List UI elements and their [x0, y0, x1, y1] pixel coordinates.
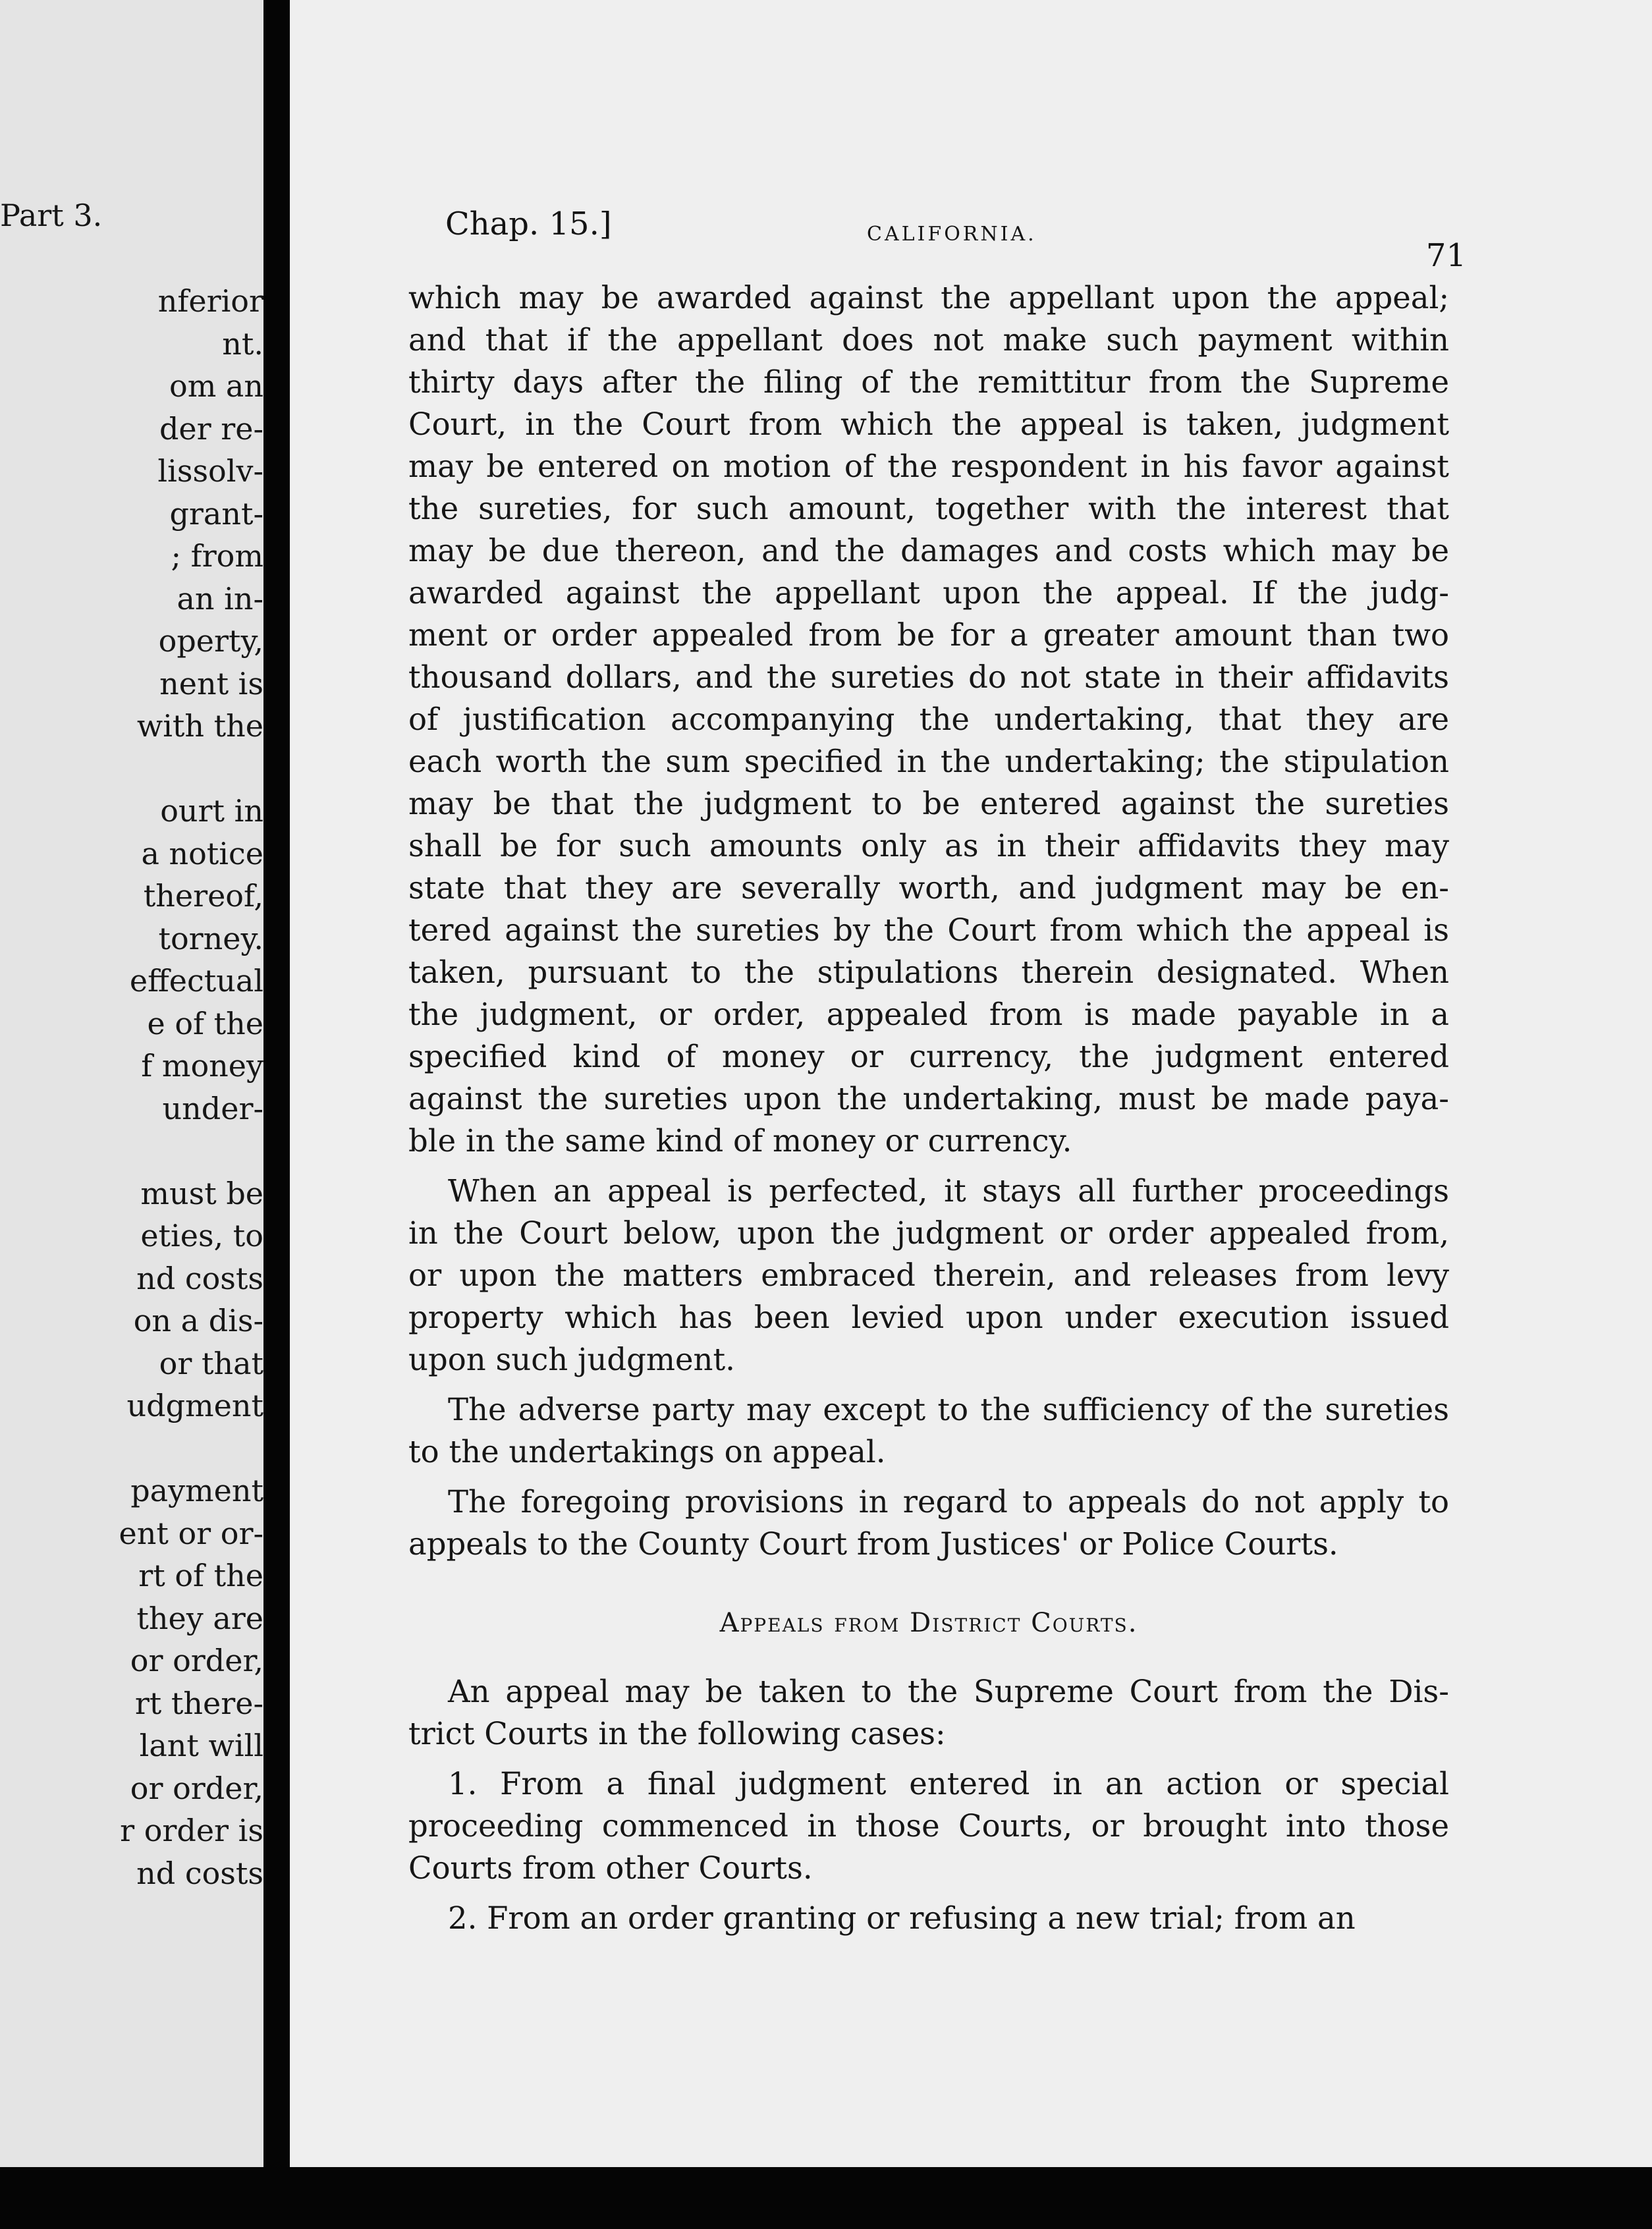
text-line: The adverse party may except to the sufficiency of the sureties: [448, 1392, 1449, 1427]
section-heading: Appeals from District Courts.: [719, 1608, 1138, 1638]
left-page-line: ent or or-: [119, 1515, 263, 1551]
left-page-line: they are: [136, 1600, 263, 1636]
left-page-line: udgment: [126, 1388, 263, 1423]
text-line: taken, pursuant to the stipulations therein designated. When: [408, 954, 1449, 990]
page-number: 71: [1425, 237, 1466, 274]
left-page-line: nferior: [157, 283, 263, 319]
text-line: or upon the matters embraced therein, and releases from levy: [408, 1257, 1449, 1293]
text-line: property which has been levied upon under execution issued: [408, 1300, 1449, 1335]
text-line: each worth the sum specified in the undertaking; the stipulation: [408, 744, 1449, 779]
left-page-line: must be: [140, 1175, 263, 1211]
text-line: state that they are severally worth, and judgment may be en-: [408, 870, 1449, 906]
paragraph: [408, 277, 1449, 1162]
text-line: When an appeal is perfected, it stays all further proceedings: [448, 1173, 1449, 1209]
text-line: may be entered on motion of the respondent in his favor against: [408, 449, 1449, 484]
text-line: specified kind of money or currency, the judgment entered: [408, 1039, 1449, 1074]
left-page-line: a notice: [141, 835, 263, 871]
left-page-line: r order is: [120, 1813, 263, 1848]
left-page-line: thereof,: [143, 878, 263, 914]
left-page-line: ourt in: [160, 793, 263, 829]
text-line: of justification accompanying the undertaking, that they are: [408, 702, 1449, 737]
text-line: An appeal may be taken to the Supreme Court from the Dis-: [448, 1674, 1449, 1709]
left-page-line: or order,: [130, 1643, 263, 1678]
left-page-line: eties, to: [140, 1218, 263, 1253]
text-line: trict Courts in the following cases:: [408, 1716, 946, 1751]
running-header: [445, 198, 1466, 274]
left-page-line: or that: [159, 1345, 263, 1381]
left-page-line: on a dis-: [133, 1303, 263, 1338]
paragraph: [408, 1670, 1449, 1755]
left-page-line: grant-: [169, 495, 263, 532]
left-page-line: rt of the: [138, 1558, 263, 1593]
text-line: in the Court below, upon the judgment or order appealed from,: [408, 1215, 1449, 1251]
text-line: which may be awarded against the appellant upon the appeal;: [408, 280, 1449, 316]
left-page-line: nd costs: [136, 1855, 263, 1891]
text-line: 1. From a final judgment entered in an action or special: [448, 1766, 1449, 1802]
chapter-label: Chap. 15.]: [445, 206, 612, 242]
left-page-line: ; from: [171, 538, 263, 574]
paragraph: [408, 1389, 1449, 1473]
left-page-line: effectual: [129, 963, 263, 999]
text-line: thirty days after the filing of the remittitur from the Supreme: [408, 364, 1449, 400]
book-gutter: [263, 0, 290, 2229]
left-page-line: lant will: [139, 1728, 263, 1763]
left-page-header: Part 3.: [0, 198, 103, 233]
left-page-line: torney.: [158, 920, 263, 956]
left-facing-page: [0, 0, 263, 2229]
left-page-line: e of the: [147, 1005, 263, 1041]
left-page-line: nt.: [222, 325, 263, 362]
text-line: The foregoing provisions in regard to appeals do not apply to: [448, 1484, 1449, 1520]
text-line: may be due thereon, and the damages and costs which may be: [408, 533, 1449, 568]
text-line: proceeding commenced in those Courts, or brought into those: [408, 1808, 1449, 1844]
text-line: tered against the sureties by the Court from which the appeal is: [408, 912, 1449, 948]
text-line: may be that the judgment to be entered against the sureties: [408, 786, 1449, 821]
text-line: 2. From an order granting or refusing a new trial; from an: [448, 1900, 1356, 1936]
left-page-line: under-: [162, 1090, 263, 1126]
text-line: awarded against the appellant upon the appeal. If the judg-: [408, 575, 1449, 611]
text-line: the judgment, or order, appealed from is made payable in a: [408, 997, 1449, 1032]
text-line: to the undertakings on appeal.: [408, 1434, 886, 1470]
left-page-line: f money: [141, 1048, 263, 1084]
text-line: appeals to the County Court from Justices' or Police Courts.: [408, 1526, 1338, 1562]
left-page-line: nd costs: [136, 1260, 263, 1296]
page-body: [408, 277, 1449, 1947]
paragraph: [408, 1481, 1449, 1565]
text-line: and that if the appellant does not make such payment within: [408, 322, 1449, 358]
left-page-line: rt there-: [134, 1685, 263, 1721]
left-page-line: an in-: [177, 580, 263, 617]
text-line: ment or order appealed from be for a greater amount than two: [408, 617, 1449, 653]
scan-bottom-edge: [0, 2167, 1652, 2229]
left-page-line: nent is: [159, 665, 263, 702]
text-line: thousand dollars, and the sureties do not state in their affidavits: [408, 659, 1449, 695]
text-line: ble in the same kind of money or currency.: [408, 1123, 1072, 1159]
left-page-line: operty,: [158, 623, 263, 659]
text-line: shall be for such amounts only as in their affidavits they may: [408, 828, 1449, 864]
text-line: the sureties, for such amount, together with the interest that: [408, 491, 1449, 526]
text-line: upon such judgment.: [408, 1342, 735, 1377]
text-line: Courts from other Courts.: [408, 1850, 813, 1886]
left-page-line: om an: [169, 368, 263, 404]
running-title: CALIFORNIA.: [867, 223, 1037, 246]
left-page-line: with the: [136, 708, 263, 744]
paragraph: [408, 1897, 1449, 1939]
left-page-line: der re-: [159, 410, 263, 447]
left-page-line: or order,: [130, 1770, 263, 1806]
paragraph: [408, 1170, 1449, 1381]
left-page-line: lissolv-: [157, 453, 263, 489]
left-page-line: payment: [130, 1473, 263, 1508]
paragraph: [408, 1763, 1449, 1889]
text-line: Court, in the Court from which the appeal is taken, judgment: [408, 406, 1449, 442]
text-line: against the sureties upon the undertaking, must be made paya-: [408, 1081, 1449, 1116]
